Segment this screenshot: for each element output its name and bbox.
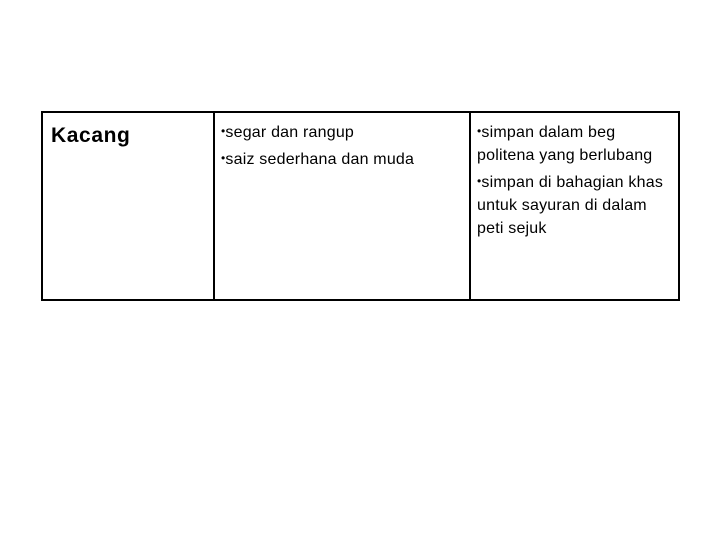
quality-text: saiz sederhana dan muda [225,151,415,168]
list-item [477,170,674,240]
storage-list [477,120,674,240]
name-cell [43,113,213,299]
storage-cell [469,113,678,299]
bullet-icon: • [221,151,226,165]
list-item [477,120,674,167]
bullet-icon: • [221,124,226,138]
list-item [221,120,469,144]
vegetable-name: Kacang [51,124,131,147]
quality-cell [213,113,469,299]
quality-text: segar dan rangup [225,124,355,141]
list-item [221,147,469,171]
quality-list [221,120,469,171]
bullet-icon: • [477,124,482,138]
storage-text: simpan di bahagian khas untuk sayuran di dalam peti sejuk [477,174,664,237]
vegetable-table [41,111,680,301]
bullet-icon: • [477,174,482,188]
storage-text: simpan dalam beg politena yang berlubang [477,124,653,164]
